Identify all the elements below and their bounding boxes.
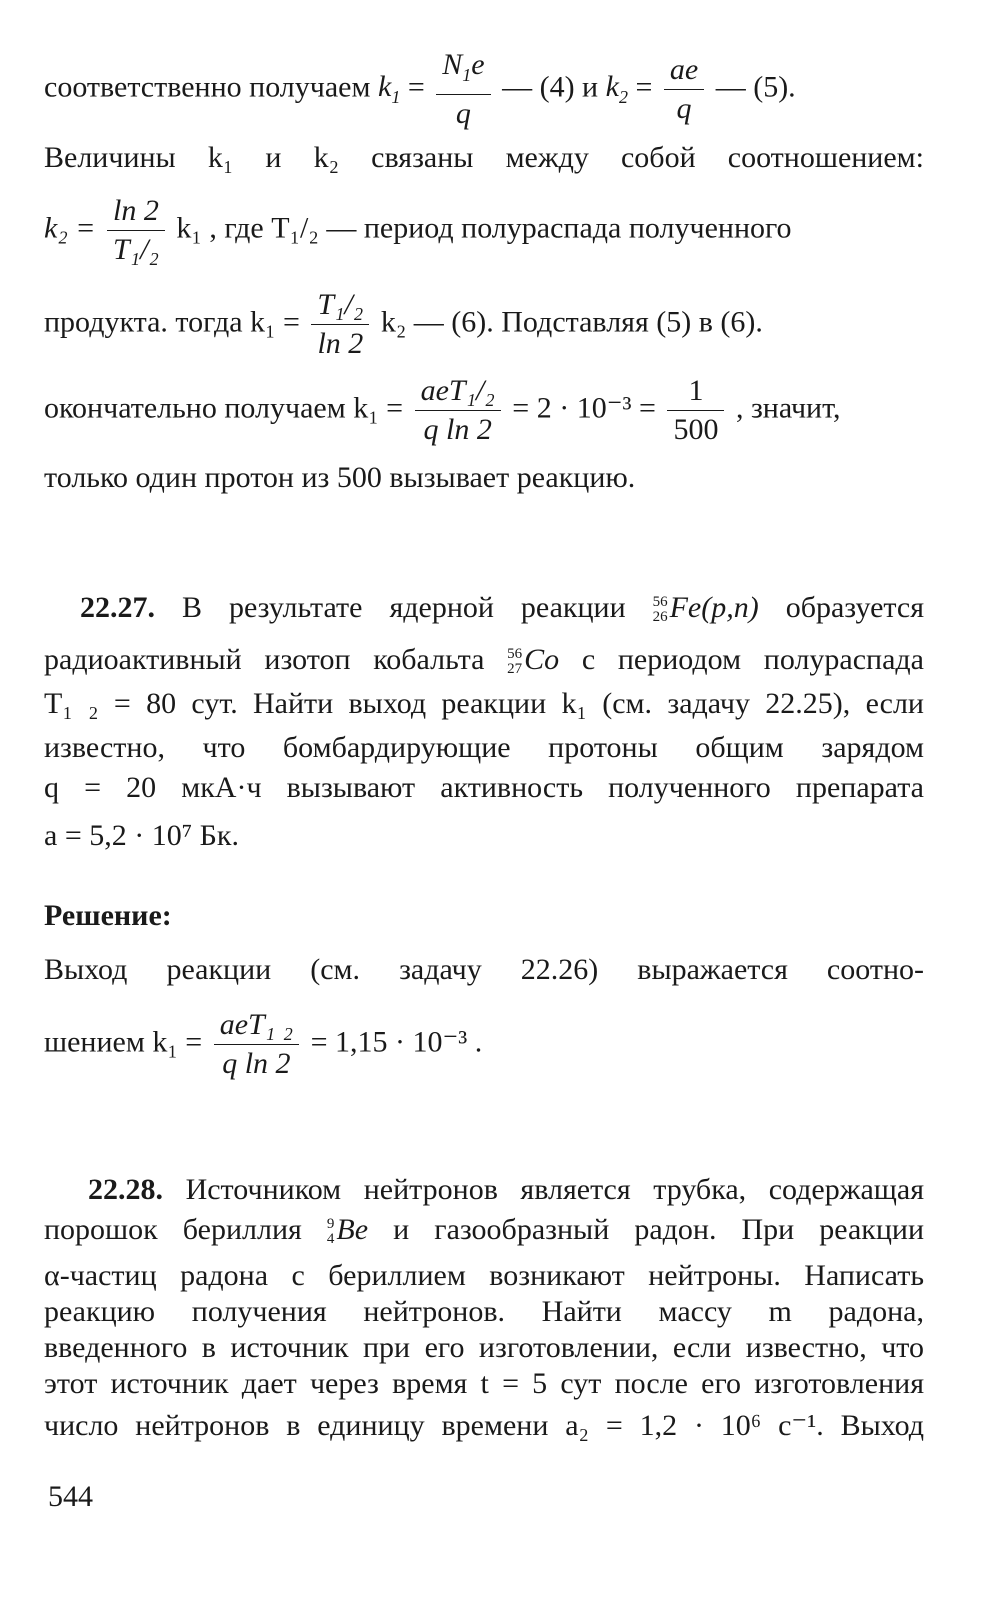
fraction-aeT-over-qln2: $\frac{\text{aeT₁/₂}}{\text{q ln 2}}$ [415,372,501,449]
problem-2227-line-6: a = 5,2 · 10⁷ Бк. [44,819,239,852]
line-k2-formula [44,192,924,269]
line-relation-intro: Величины k₁ и k₂ связаны между собой соотношением: [44,141,924,174]
line-k1-k2-definitions [44,46,924,133]
text: , значит, [735,391,841,425]
problem-2227-line-1 [44,590,924,626]
equation-mark-5: — (5). [715,70,796,104]
problem-2228-line-2 [44,1212,924,1248]
fraction-1-over-500: $\frac{1}{500}$ [667,372,724,449]
nuclide-be: 9 4 Be [326,1213,369,1247]
nuclide-co: 56 27 Co [507,643,560,677]
problem-2228-line-4: реакцию получения нейтронов. Найти массу m радона, [44,1295,924,1328]
fraction-T-over-ln2: $\frac{\text{T₁/₂}}{\ln 2}$ [311,286,369,363]
problem-2228-line-1 [44,1172,924,1208]
page-number: 544 [48,1480,93,1513]
text: продукта. тогда k₁ = [44,305,300,339]
text: k₂ — (6). Подставляя (5) в (6). [380,305,763,339]
fraction-ae-over-q: $\frac{ae}{q}$ [664,51,704,128]
fraction-N1e-over-q: $\frac{N_1e}{q}$ [436,46,490,133]
equation-mark-4: — (4) и [502,70,599,104]
problem-2227-line-2 [44,642,924,678]
problem-number: 22.28. [88,1173,163,1206]
problem-2228-line-3: α-частиц радона с бериллием возникают нейтроны. Написать [44,1259,924,1292]
solution-heading: Решение: [44,899,172,932]
k1-symbol: $k_1$ [377,70,401,108]
text: соответственно получаем [44,70,371,104]
problem-2227-line-3: T₁ ₂ = 80 сут. Найти выход реакции k₁ (см. задачу 22.25), если [44,687,924,720]
line-final-result [44,372,924,449]
text: Источником нейтронов является трубка, содержащая [185,1173,924,1206]
text: k₁ , где T₁/₂ — период полураспада полученного [176,211,792,245]
text: радиоактивный изотоп кобальта [44,643,485,676]
problem-2227-line-5: q = 20 мкА·ч вызывают активность полученного препарата [44,771,924,804]
text: шением k₁ = [44,1025,203,1059]
equals: = [407,70,425,104]
nuclide-fe: 56 26 Fe(p,n) [652,591,759,625]
fraction-ln2-over-T: $\frac{\ln 2}{\text{T₁/₂}}$ [107,192,165,269]
problem-number: 22.27. [80,591,155,624]
problem-2228-line-5: введенного в источник при его изготовлении, если известно, что [44,1331,924,1364]
text: с периодом полураспада [581,643,925,676]
problem-2228-line-7: число нейтронов в единицу времени a₂ = 1,2 · 10⁶ с⁻¹. Выход [44,1409,924,1442]
text: окончательно получаем k₁ = [44,391,404,425]
problem-2228-line-6: этот источник дает через время t = 5 сут после его изготовления [44,1367,924,1400]
text: В результате ядерной реакции [181,591,626,624]
text: порошок бериллия [44,1213,302,1246]
text: = 2 · 10⁻³ = [512,391,656,425]
equals: = [635,70,653,104]
line-conclusion: только один протон из 500 вызывает реакцию. [44,461,636,494]
solution-line-2 [44,1006,924,1083]
text: образуется [785,591,925,624]
line-k1-formula [44,286,924,363]
text: k₂ = [44,211,96,245]
text: = 1,15 · 10⁻³ . [310,1025,483,1059]
text: и газообразный радон. При реакции [393,1213,925,1246]
fraction-aeT-over-qln2-solution: $\frac{\text{aeT₁ ₂}}{\text{q ln 2}}$ [214,1006,299,1083]
solution-line-1: Выход реакции (см. задачу 22.26) выражается соотно- [44,953,924,986]
problem-2227-line-4: известно, что бомбардирующие протоны общим зарядом [44,731,924,764]
k2-symbol: $k_2$ [605,70,628,108]
